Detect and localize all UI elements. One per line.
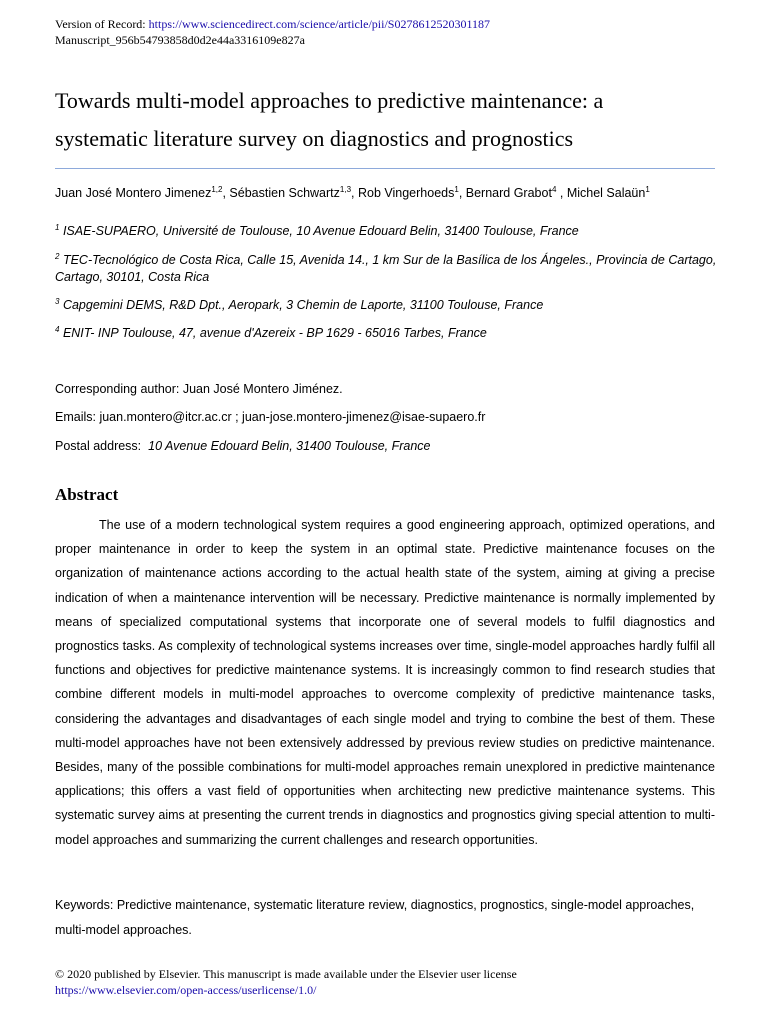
affiliation-1: $^1$ ISAE-SUPAERO, Université de Toulouse, 10 Avenue Edouard Belin, 31400 Toulouse, France [55, 223, 579, 238]
postal-value: 10 Avenue Edouard Belin, 31400 Toulouse, France [148, 439, 431, 453]
author-affiliation-sup: 4 [551, 185, 557, 194]
author: Bernard Grabot$^4$ , [465, 185, 567, 200]
abstract-heading: Abstract [55, 485, 119, 504]
manuscript-id: Manuscript_956b54793858d0d2e44a3316109e827a [55, 33, 305, 47]
title-line-1: Towards multi-model approaches to predictive maintenance: a [55, 88, 604, 113]
contact-emails: Emails: juan.montero@itcr.ac.cr ; juan-jose.montero-jimenez@isae-supaero.fr [55, 410, 486, 424]
author-affiliation-sup: 1 [645, 185, 650, 194]
author-list [55, 186, 650, 200]
affiliation-3: $^3$ Capgemini DEMS, R&D Dpt., Aeropark, 3 Chemin de Laporte, 31100 Toulouse, France [55, 297, 544, 312]
author-affiliation-sup: 1,3 [339, 185, 352, 194]
abstract-body: The use of a modern technological system requires a good engineering approach, optimized operations, and proper maintenance in order to keep the system in an optimal state. Predictive maintenance focuses on the organization of maintenance actions according to the actual health state of the system, aiming at giving a precise indication of when a maintenance intervention will be necessary. Predictive maintenance is normally implemented by means of specialized computational systems that incorporate one of several models to fulfil diagnostics and prognostics tasks. As complexity of technological systems increases over time, single-model approaches hardly fulfil all functions and objectives for predictive maintenance systems. It is increasingly common to find research studies that combine different models in multi-model approaches to overcome complexity of predictive maintenance tasks, considering the advantages and disadvantages of each single model and trying to combine the best of them. These multi-model approaches have not been extensively addressed by previous review studies on predictive maintenance. Besides, many of the possible combinations for multi-model approaches remain unexplored in predictive maintenance applications; this offers a vast field of opportunities when architecting new predictive maintenance systems. This systematic survey aims at presenting the current trends in diagnostics and prognostics giving special attention to multi-model approaches and summarizing the current challenges and research opportunities. [55, 518, 715, 847]
version-of-record-line [55, 16, 490, 32]
postal-address [55, 439, 431, 453]
version-label: Version of Record: [55, 17, 146, 31]
author: Sébastien Schwartz$^{1,3}$, [229, 185, 358, 200]
author: Juan José Montero Jimenez$^{1,2}$, [55, 185, 230, 200]
author-affiliation-sup: 1,2 [211, 185, 223, 194]
author-affiliation-sup: 1 [454, 185, 459, 194]
title-line-2: systematic literature survey on diagnostics and prognostics [55, 126, 574, 151]
copyright-notice: © 2020 published by Elsevier. This manuscript is made available under the Elsevier user license [55, 967, 517, 981]
keywords: Keywords: Predictive maintenance, systematic literature review, diagnostics, prognostics, single-model approaches, multi-model approaches. [55, 898, 695, 937]
paper-title [55, 82, 735, 158]
version-of-record-link[interactable]: https://www.sciencedirect.com/science/article/pii/S0278612520301187 [148, 17, 491, 31]
license-link[interactable]: https://www.elsevier.com/open-access/userlicense/1.0/ [55, 983, 317, 997]
corresponding-author: Corresponding author: Juan José Montero Jiménez. [55, 382, 343, 396]
author: Michel Salaün$^1$ [566, 185, 650, 200]
affiliation-4: $^4$ ENIT- INP Toulouse, 47, avenue d'Azereix - BP 1629 - 65016 Tarbes, France [55, 325, 487, 340]
title-divider [55, 168, 715, 169]
license-footer [55, 966, 517, 998]
version-header [55, 16, 490, 48]
author: Rob Vingerhoeds$^1$, [357, 185, 466, 200]
postal-label: Postal address: [55, 439, 142, 453]
affiliation-2: $^2$ TEC-Tecnológico de Costa Rica, Calle 15, Avenida 14., 1 km Sur de la Basílica de los Ángeles., Provincia de Cartago, Cartago, 30101, Costa Rica [55, 252, 717, 284]
